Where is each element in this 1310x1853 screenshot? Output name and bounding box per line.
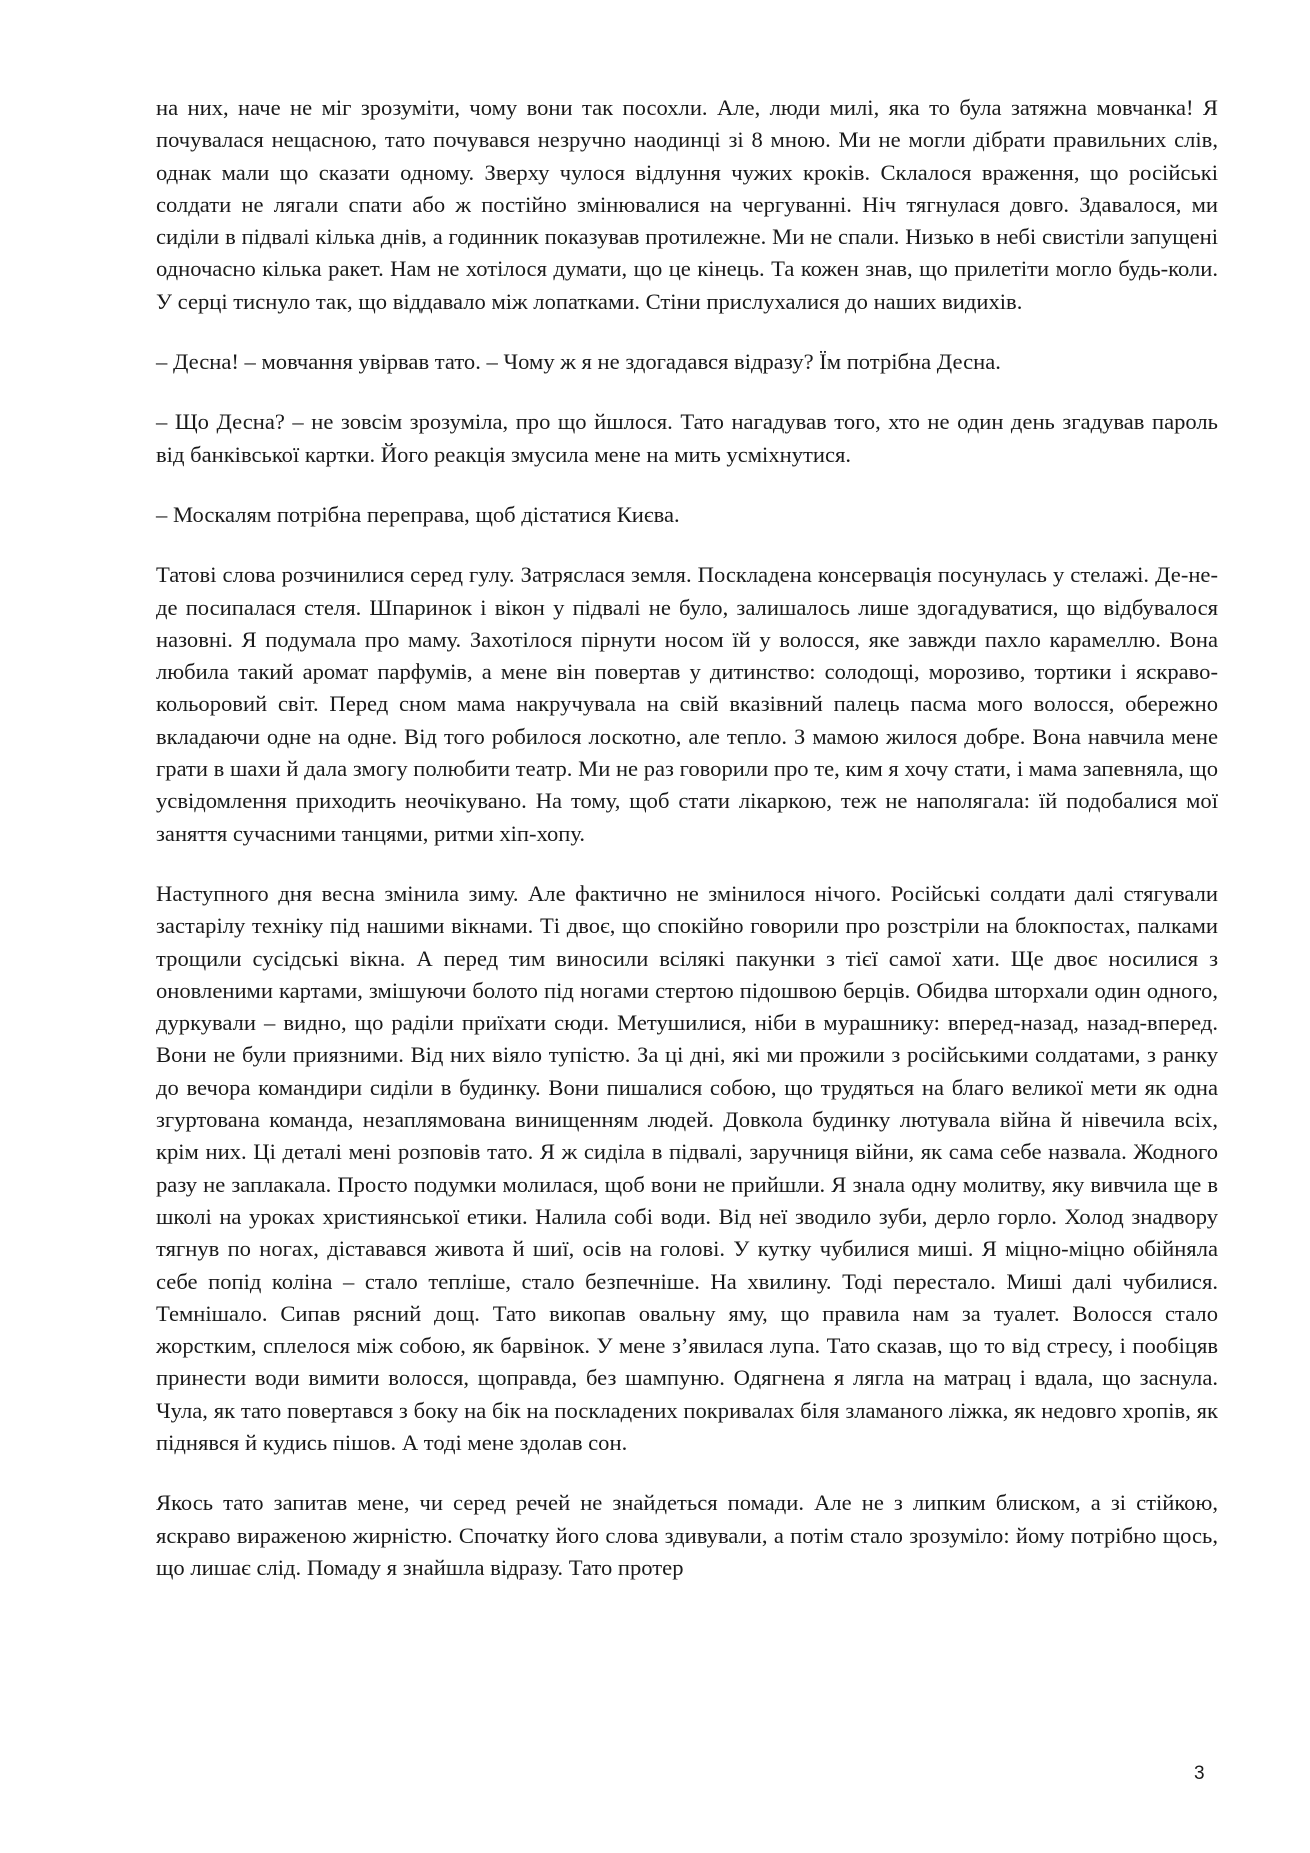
document-page <box>156 92 1218 1612</box>
paragraph-lipstick: Якось тато запитав мене, чи серед речей не знайдеться помади. Але не з липким блиском, а зі стійкою, яскраво вираженою жирністю. Спочатку його слова здивували, а потім стало зрозуміло: йому потрібно щось, що лишає слід. Помаду я знайшла відразу. Тато протер <box>156 1490 1218 1580</box>
paragraph-desna-exclamation: – Десна! – мовчання увірвав тато. – Чому ж я не здогадався відразу? Їм потрібна Десна. <box>156 349 1001 375</box>
paragraph-memories-of-mother: Татові слова розчинилися серед гулу. Затряслася земля. Посклaдена консервація посунулась у стелажі. Де-не-де посипалася стеля. Шпаринок і вікон у підвалі не було, залишалось лише здогадуватися, що відбувалося назовні. Я подумала про маму. Захотілося пірнути носом їй у волосся, яке завжди пахло карамеллю. Вона любила такий аромат парфумів, а мене він повертав у дитинство: солодощі, морозиво, тортики і яскраво-кольоровий світ. Перед сном мама накручувала на свій вказівний палець пасма мого волосся, обережно вкладаючи одне на одне. Від того робилося лоскотно, але тепло. З мамою жилося добре. Вона навчила мене грати в шахи й дала змогу полюбити театр. Ми не раз говорили про те, ким я хочу стати, і мама запевняла, що усвідомлення приходить неочікувано. На тому, щоб стати лікаркою, теж не наполягала: їй подобалися мої заняття сучасними танцями, ритми хіп-хопу. <box>156 562 1218 846</box>
page-number: 3 <box>1194 1763 1205 1784</box>
paragraph-crossing-to-kyiv: – Москалям потрібна переправа, щоб дістатися Києва. <box>156 501 680 527</box>
paragraph-next-day: Наступного дня весна змінила зиму. Але фактично не змінилося нічого. Російські солдати далі стягували застарілу техніку під нашими вікнами. Ті двоє, що спокійно говорили про розстріли на блокпостах, палками трощили сусідські вікна. А перед тим виносили всілякі пакунки з тієї самої хати. Ще двоє носилися з оновленими картами, змішуючи болото під ногами стертою підошвою берців. Обидва шторхали один одного, дуркували – видно, що раділи приїхати сюди. Метушилися, ніби в мурашнику: вперед-назад, назад-вперед. Вони не були приязними. Від них віяло тупістю. За ці дні, які ми прожили з російськими солдатами, з ранку до вечора командири сиділи в будинку. Вони пишалися собою, що трудяться на благо великої мети як одна згуртована команда, незаплямована винищенням людей. Довкола будинку лютувала війна й нівечила всіх, крім них. Ці деталі мені розповів тато. Я ж сиділа в підвалі, заручниця війни, як сама себе назвала. Жодного разу не заплакала. Просто подумки молилася, щоб вони не прийшли. Я знала одну молитву, яку вивчила ще в школі на уроках християнської етики. Налила собі води. Від неї зводило зуби, дерло горло. Холод знадвору тягнув по ногах, діставався живота й шиї, осів на голові. У кутку чубилися миші. Я міцно-міцно обійняла себе попід коліна – стало тепліше, стало безпечніше. На хвилину. Тоді перестало. Миші далі чубилися. Темнішало. Сипав рясний дощ. Тато викопав овальну яму, що правила нам за туалет. Волосся стало жорстким, сплелося між собою, як барвінок. У мене з’явилася лупа. Тато сказав, що то від стресу, і пообіцяв принести води вимити волосся, щоправда, без шампуню. Одягнена я лягла на матрац і вдала, що заснула. Чула, як тато повертався з боку на бік на посклaдених покривалах біля зламаного ліжка, як недовго хропів, як піднявся й кудись пішов. А тоді мене здолав сон. <box>156 880 1218 1455</box>
paragraph-what-desna: – Що Десна? – не зовсім зрозуміла, про що йшлося. Тато нагадував того, хто не один день згадував пароль від банківської картки. Його реакція змусила мене на мить усміхнутися. <box>156 409 1218 467</box>
paragraph-silence-in-basement: на них, наче не міг зрозуміти, чому вони так посохли. Але, люди милі, яка то була затяжна мовчанка! Я почувалася нещасною, тато почувався незручно наодинці зі 8 мною. Ми не могли дібрати правильних слів, однак мали що сказати одному. Зверху чулося відлуння чужих кроків. Склалося враження, що російські солдати не лягали спати або ж постійно змінювалися на чергуванні. Ніч тягнулася довго. Здавалося, ми сиділи в підвалі кілька днів, а годинник показував протилежне. Ми не спали. Низько в небі свистіли запущені одночасно кілька ракет. Нам не хотілося думати, що це кінець. Та кожен знав, що прилетіти могло будь-коли. У серці тиснуло так, що віддавало між лопатками. Стіни прислухалися до наших видихів. <box>156 95 1218 314</box>
